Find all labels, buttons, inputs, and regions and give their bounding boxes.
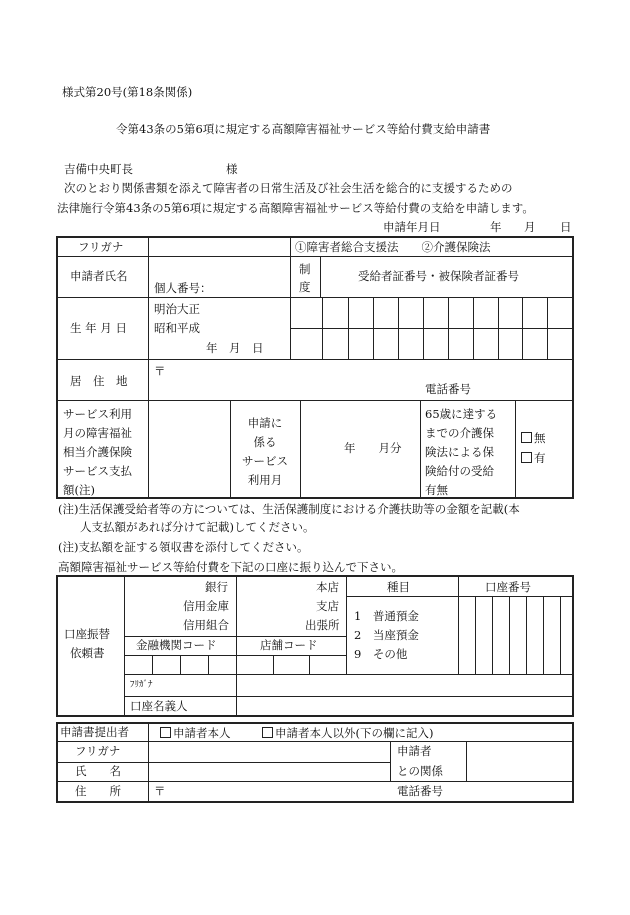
checkbox-icon (521, 432, 532, 443)
submitter-postal-mark: 〒 (154, 784, 166, 798)
submitter-furigana-label: フリガナ (75, 744, 121, 758)
system-label-2: 度 (299, 280, 311, 294)
submitter-phone-label: 電話番号 (397, 784, 443, 798)
checkbox-icon (521, 452, 532, 463)
submitter-address-label: 住 所 (75, 784, 121, 798)
date-year: 年 (490, 220, 502, 234)
service-month-label: 申請に 係る サービス 利用月 (242, 416, 288, 487)
account-holder-label: 口座名義人 (130, 699, 188, 713)
bank-option-credit-coop: 信用組合 (183, 618, 229, 632)
bank-code-label: 金融機関コード (136, 638, 217, 652)
transfer-label-2: 依頼書 (70, 646, 105, 660)
phone-label: 電話番号 (425, 382, 471, 396)
relation-label-1: 申請者 (397, 744, 432, 758)
branch-code-label: 店舗コード (260, 638, 318, 652)
era-showa-heisei: 昭和平成 (154, 321, 200, 335)
date-month: 月 (524, 220, 536, 234)
body-text-line2: 法律施行令第43条の5第6項に規定する高額障害福祉サービス等給付費の支給を申請します。 (57, 201, 534, 215)
submitter-self-checkbox[interactable]: 申請者本人 (160, 727, 231, 740)
account-number-header: 口座番号 (485, 580, 531, 594)
date-label: 申請年月日 (383, 220, 441, 234)
checkbox-none[interactable]: 無 (521, 432, 546, 445)
birth-ymd: 年 月 日 (206, 341, 264, 355)
applicant-name-label: 申請者氏名 (70, 269, 128, 283)
checkbox-icon (262, 727, 273, 738)
submitter-name-label: 氏 名 (75, 764, 121, 778)
birth-date-label: 生 年 月 日 (70, 321, 127, 335)
checkbox-icon (160, 727, 171, 738)
type-ordinary: 1 普通預金 (354, 609, 419, 623)
submitter-label: 申請書提出者 (60, 725, 129, 739)
body-text-line1: 次のとおり関係書類を添えて障害者の日常生活及び社会生活を総合的に支援するための (64, 181, 513, 195)
note-1b: 人支払額があれば分けて記載)してください。 (80, 520, 315, 534)
law-options: ①障害者総合支援法 ②介護保険法 (295, 240, 491, 254)
page-title: 令第43条の5第6項に規定する高額障害福祉サービス等給付費支給申請書 (116, 122, 491, 136)
age65-label: 65歳に達する までの介護保 険法による保 険給付の受給 有無 (425, 407, 498, 497)
year-month-label: 年 月分 (344, 441, 402, 455)
bank-option-credit-union: 信用金庫 (183, 599, 229, 613)
system-label-1: 制 (299, 262, 311, 276)
branch-option-sub: 出張所 (305, 618, 340, 632)
type-current: 2 当座預金 (354, 628, 419, 642)
bank-option-bank: 銀行 (205, 580, 228, 594)
era-meiji-taisho: 明治大正 (154, 302, 200, 316)
type-other: 9 その他 (354, 647, 408, 661)
transfer-label-1: 口座振替 (64, 627, 110, 641)
submitter-other-checkbox[interactable]: 申請者本人以外(下の欄に記入) (262, 727, 433, 740)
holder-furigana-label: ﾌﾘｶﾞﾅ (130, 680, 153, 690)
personal-number-label: 個人番号： (154, 281, 212, 295)
account-type-header: 種目 (387, 580, 410, 594)
note-1a: (注)生活保護受給者等の方については、生活保護制度における介護扶助等の金額を記載(本 (58, 502, 520, 516)
furigana-label: フリガナ (78, 240, 124, 254)
branch-option-head: 本店 (316, 580, 339, 594)
address-label: 居 住 地 (70, 374, 128, 388)
relation-label-2: との関係 (397, 764, 443, 778)
date-day: 日 (560, 220, 572, 234)
addressee: 吉備中央町長 (64, 162, 133, 176)
bank-intro: 高額障害福祉サービス等給付費を下記の口座に振り込んで下さい。 (58, 560, 403, 574)
checkbox-exists[interactable]: 有 (521, 452, 546, 465)
service-amount-label: サービス利用 月の障害福祉 相当介護保険 サービス支払 額(注) (63, 407, 132, 497)
form-number: 様式第20号(第18条関係) (62, 85, 193, 99)
cert-number-label: 受給者証番号・被保険者証番号 (358, 269, 519, 283)
note-2: (注)支払額を証する領収書を添付してください。 (58, 540, 309, 554)
honorific: 様 (226, 162, 238, 176)
branch-option-branch: 支店 (316, 599, 339, 613)
postal-mark: 〒 (154, 364, 166, 378)
